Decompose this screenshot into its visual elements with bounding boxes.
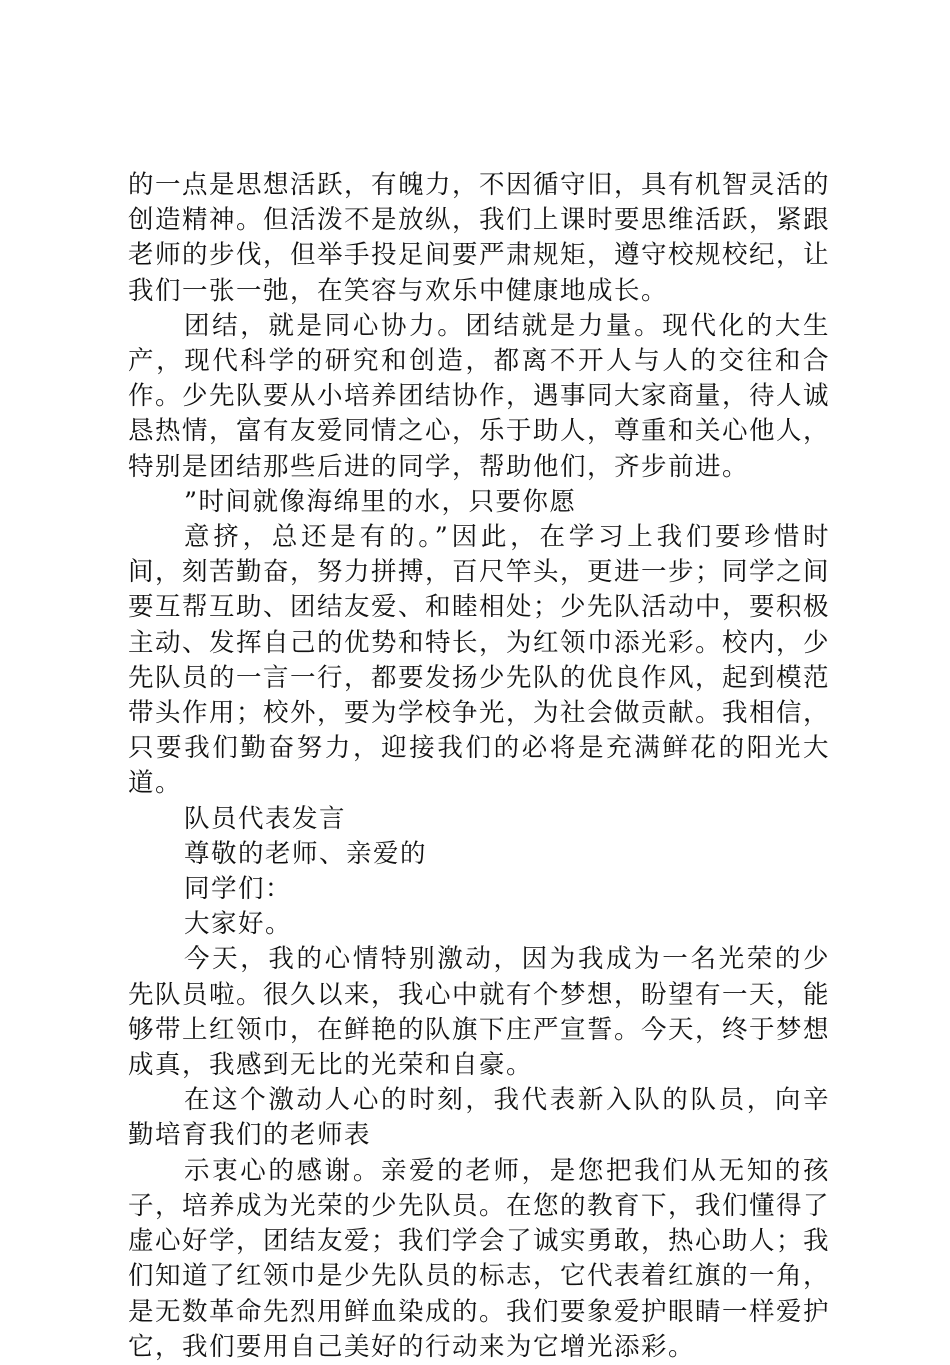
paragraph-7: 同学们： bbox=[184, 874, 293, 905]
paragraph-11: 示衷心的感谢。亲爱的老师，是您把我们从无知的孩子，培养成为光荣的少先队员。在您的教育下，我们懂得了虚心好学，团结友爱；我们学会了诚实勇敢，热心助人；我们知道了红领巾是少先队员的标志，它代表着红旗的一角，是无数革命先烈用鲜血染成的。我们要象爱护眼睛一样爱护它，我们要用自己美好的行动来为它增光添彩。 bbox=[128, 1155, 831, 1362]
paragraph-2: 团结，就是同心协力。团结就是力量。现代化的大生产，现代科学的研究和创造，都离不开人与人的交往和合作。少先队要从小培养团结协作，遇事同大家商量，待人诚恳热情，富有友爱同情之心，乐于助人，尊重和关心他人，特别是团结那些后进的同学，帮助他们，齐步前进。 bbox=[128, 310, 831, 482]
paragraph-10: 在这个激动人心的时刻，我代表新入队的队员，向辛勤培育我们的老师表 bbox=[128, 1085, 830, 1151]
paragraph-1: 的一点是思想活跃，有魄力，不因循守旧，具有机智灵活的创造精神。但活泼不是放纵，我们上课时要思维活跃，紧跟老师的步伐，但举手投足间要严肃规矩，遵守校规校纪，让我们一张一弛，在笑容与欢乐中健康地成长。 bbox=[128, 170, 831, 306]
paragraph-4: 意挤，总还是有的。”因此，在学习上我们要珍惜时间，刻苦勤奋，努力拼搏，百尺竿头，更进一步；同学之间要互帮互助、团结友爱、和睦相处；少先队活动中，要积极主动、发挥自己的优势和特长，为红领巾添光彩。校内，少先队员的一言一行，都要发扬少先队的优良作风，起到模范带头作用；校外，要为学校争光，为社会做贡献。我相信，只要我们勤奋努力，迎接我们的必将是充满鲜花的阳光大道。 bbox=[128, 522, 831, 799]
paragraph-8: 大家好。 bbox=[184, 909, 293, 940]
paragraph-5: 队员代表发言 bbox=[184, 803, 347, 834]
paragraph-9: 今天，我的心情特别激动，因为我成为一名光荣的少先队员啦。很久以来，我心中就有个梦想，盼望有一天，能够带上红领巾，在鲜艳的队旗下庄严宣誓。今天，终于梦想成真，我感到无比的光荣和自豪。 bbox=[128, 944, 831, 1081]
paragraph-6: 尊敬的老师、亲爱的 bbox=[184, 838, 428, 869]
document-body bbox=[128, 168, 830, 1365]
paragraph-3: ”时间就像海绵里的水，只要你愿 bbox=[184, 486, 577, 517]
